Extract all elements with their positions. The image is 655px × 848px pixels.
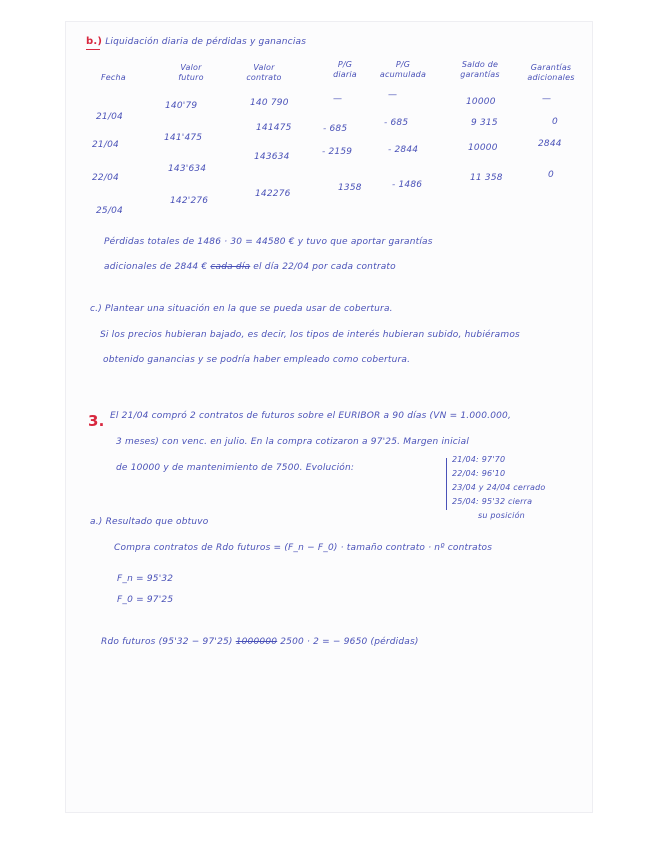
- exercise-3-number: 3.: [88, 412, 105, 430]
- row2-pg-acumulada: - 685: [384, 118, 409, 128]
- evolution-3: 23/04 y 24/04 cerrado: [452, 483, 546, 492]
- row3-pg-diaria: - 2159: [322, 147, 353, 157]
- result-post: 2500 · 2 = − 9650 (pérdidas): [277, 637, 419, 647]
- section-a-result: [101, 637, 419, 647]
- row2-valor-contrato: 141475: [256, 123, 292, 133]
- row1-valor-contrato: 140 790: [250, 98, 289, 108]
- section-a-label: a.): [90, 517, 103, 527]
- evolution-1: 21/04: 97'70: [452, 455, 506, 464]
- row2-adicionales: 0: [552, 117, 558, 127]
- evolution-4: 25/04: 95'32 cierra: [452, 497, 533, 506]
- evolution-bracket: [446, 458, 447, 510]
- section-c-label: c.): [90, 304, 102, 314]
- section-c-text-2: obtenido ganancias y se podría haber empleado como cobertura.: [103, 355, 411, 365]
- section-c-title: Plantear una situación en la que se pueda usar de cobertura.: [104, 304, 393, 314]
- conclusion-2-post: el día 22/04 por cada contrato: [250, 262, 396, 272]
- section-b-conclusion-2: [104, 262, 396, 272]
- header-valor-contrato: Valor contrato: [246, 63, 282, 82]
- result-struck: 1000000: [235, 637, 278, 647]
- exercise-3-line-1: El 21/04 compró 2 contratos de futuros sobre el EURIBOR a 90 días (VN = 1.000.000,: [110, 411, 512, 421]
- row4-adicionales: 0: [548, 170, 554, 180]
- row3-valor-contrato: 143634: [254, 152, 290, 162]
- result-pre: Rdo futuros (95'32 − 97'25): [101, 637, 236, 647]
- conclusion-2-struck: cada día: [210, 262, 251, 272]
- row1-adicionales: —: [542, 94, 552, 104]
- header-fecha: Fecha: [101, 73, 126, 82]
- row3-pg-acumulada: - 2844: [388, 145, 419, 155]
- header-valor-futuro: Valor futuro: [178, 63, 204, 82]
- row4-saldo: 11 358: [470, 173, 503, 183]
- section-b-conclusion-1: Pérdidas totales de 1486 · 30 = 44580 € y tuvo que aportar garantías: [104, 237, 433, 247]
- exercise-3-line-2: 3 meses) con venc. en julio. En la compra cotizaron a 97'25. Margen inicial: [116, 437, 470, 447]
- row4-valor-contrato: 142276: [255, 189, 291, 199]
- section-a-heading: [90, 517, 208, 527]
- row3-saldo: 10000: [468, 143, 498, 153]
- section-b-title: Liquidación diaria de pérdidas y ganancias: [105, 37, 307, 47]
- header-garantias-adicionales: Garantías adicionales: [527, 63, 575, 82]
- section-b-heading: [86, 36, 306, 47]
- exercise-3-line-3: de 10000 y de mantenimiento de 7500. Evolución:: [116, 463, 355, 473]
- row4-fecha: 25/04: [96, 206, 123, 216]
- section-b-underline: [86, 49, 100, 50]
- section-a-formula: Compra contratos de Rdo futuros = (F_n − F_0) · tamaño contrato · nº contratos: [114, 543, 493, 553]
- section-a-fn: F_n = 95'32: [117, 574, 174, 584]
- row4-valor-futuro: 142'276: [170, 196, 209, 206]
- section-b-label: b.): [86, 36, 103, 47]
- row3-adicionales: 2844: [538, 139, 562, 149]
- row2-pg-diaria: - 685: [323, 124, 348, 134]
- row2-valor-futuro: 141'475: [164, 133, 203, 143]
- header-saldo-garantias: Saldo de garantías: [460, 60, 500, 79]
- evolution-2: 22/04: 96'10: [452, 469, 506, 478]
- row4-pg-diaria: 1358: [338, 183, 362, 193]
- row1-valor-futuro: 140'79: [165, 101, 198, 111]
- section-a-f0: F_0 = 97'25: [117, 595, 174, 605]
- conclusion-2-pre: adicionales de 2844 €: [104, 262, 211, 272]
- row4-pg-acumulada: - 1486: [392, 180, 423, 190]
- row2-saldo: 9 315: [471, 118, 498, 128]
- row1-saldo: 10000: [466, 97, 496, 107]
- row3-fecha: 22/04: [92, 173, 119, 183]
- section-c-text-1: Si los precios hubieran bajado, es decir, los tipos de interés hubieran subido, hubiéramos: [100, 330, 520, 340]
- section-a-title: Resultado que obtuvo: [105, 517, 209, 527]
- header-pg-diaria: P/G diaria: [333, 60, 357, 79]
- row1-fecha: 21/04: [96, 112, 123, 122]
- header-pg-acumulada: P/G acumulada: [379, 60, 427, 79]
- row3-valor-futuro: 143'634: [168, 164, 207, 174]
- row2-fecha: 21/04: [92, 140, 119, 150]
- section-c-heading: [90, 304, 393, 314]
- evolution-5: su posición: [478, 511, 525, 520]
- row1-pg-diaria: —: [333, 94, 343, 104]
- row1-pg-acumulada: —: [388, 90, 398, 100]
